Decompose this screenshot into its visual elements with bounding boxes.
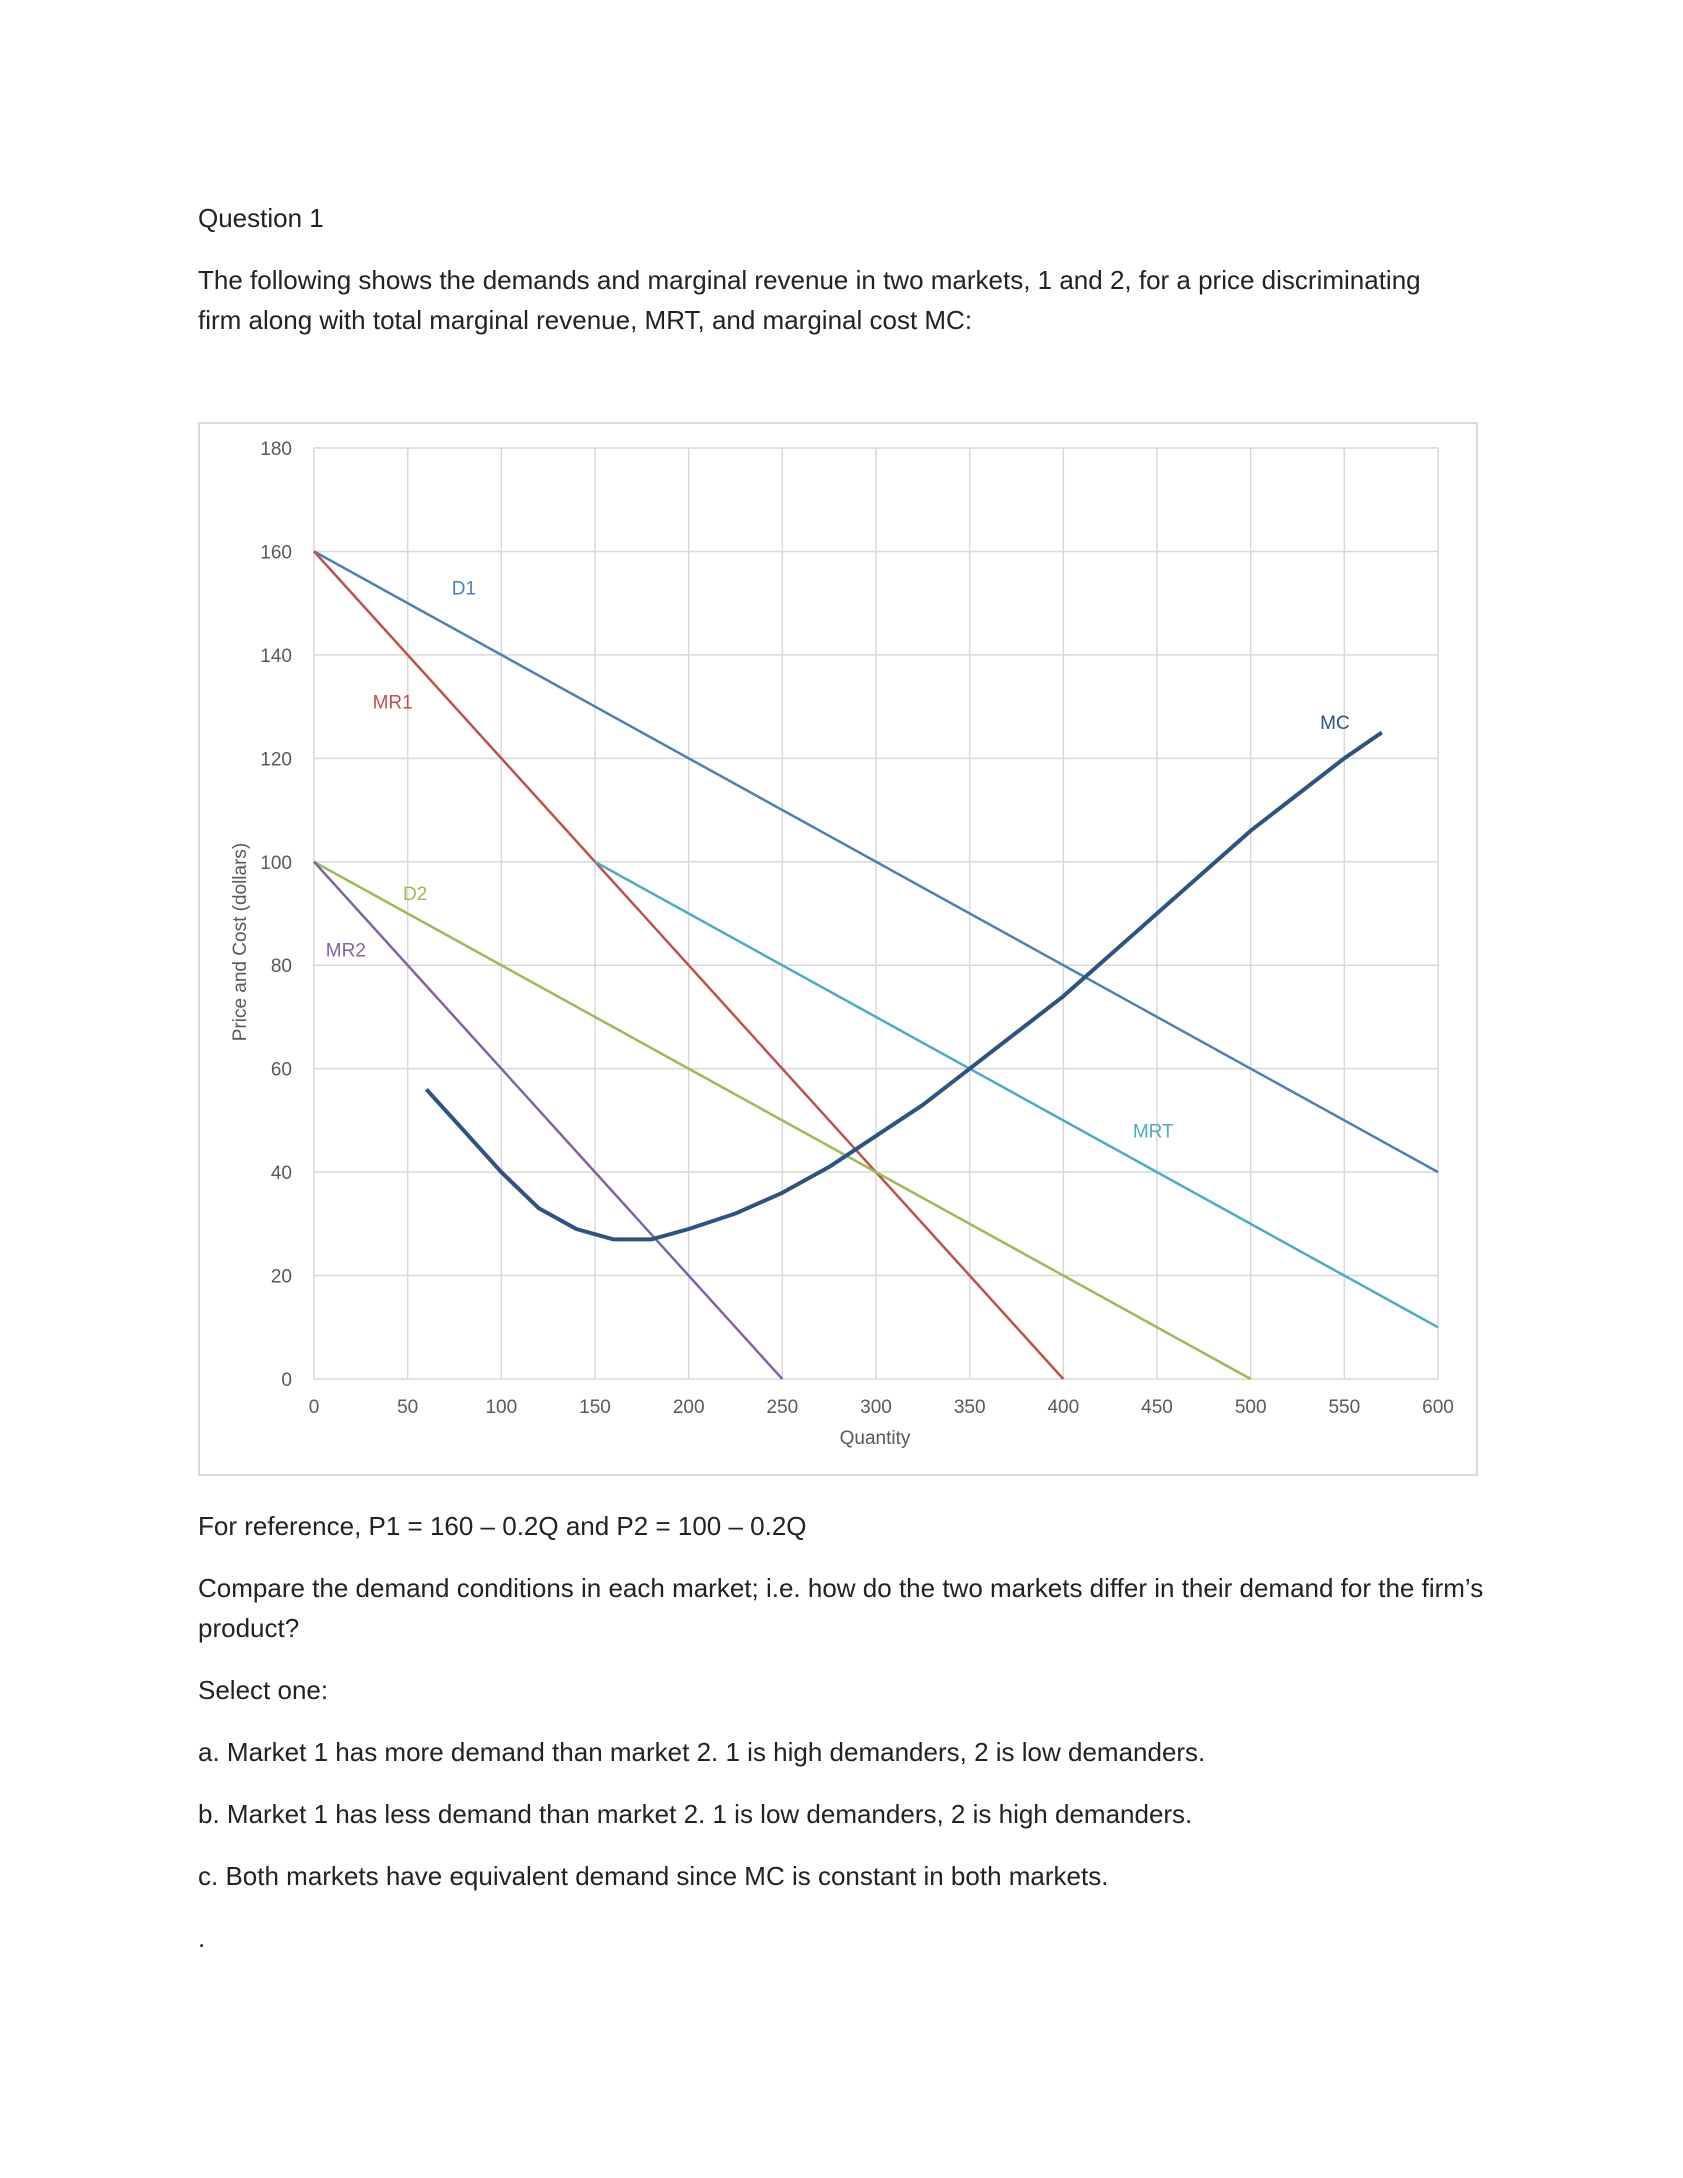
x-axis-title: Quantity — [839, 1428, 911, 1449]
option-c[interactable]: c. Both markets have equivalent demand since MC is constant in both markets. — [198, 1861, 1109, 1891]
y-tick-label: 60 — [270, 1059, 292, 1081]
grid-layer — [314, 448, 1438, 1379]
x-tick-label: 150 — [579, 1397, 611, 1418]
x-tick-label: 200 — [672, 1397, 705, 1418]
option-b[interactable]: b. Market 1 has less demand than market 2. 1 is low demanders, 2 is high demanders. — [198, 1799, 1193, 1829]
x-tick-label: 100 — [485, 1397, 518, 1418]
series-label-d2: D2 — [403, 883, 428, 905]
y-tick-label: 80 — [270, 956, 292, 978]
x-tick-label: 50 — [397, 1397, 419, 1418]
series-line-mc — [426, 733, 1381, 1240]
y-axis-title: Price and Cost (dollars) — [230, 842, 251, 1042]
series-line-mrt — [595, 862, 1438, 1328]
x-tick-label: 500 — [1234, 1397, 1267, 1418]
series-label-mr1: MR1 — [372, 692, 413, 714]
question-title: Question 1 — [198, 203, 324, 233]
intro-paragraph: The following shows the demands and marginal revenue in two markets, 1 and 2, for a price discriminating firm along with total marginal revenue, MRT, and marginal cost MC: — [198, 265, 1421, 335]
x-tick-label: 300 — [860, 1397, 892, 1418]
x-tick-label: 400 — [1047, 1397, 1080, 1418]
question-text: Compare the demand conditions in each market; i.e. how do the two markets differ in their demand for the firm’s product? — [198, 1573, 1484, 1643]
option-a[interactable]: a. Market 1 has more demand than market 2. 1 is high demanders, 2 is low demanders. — [198, 1737, 1206, 1767]
y-tick-label: 40 — [270, 1163, 292, 1185]
reference-equations: For reference, P1 = 160 – 0.2Q and P2 = 100 – 0.2Q — [198, 1511, 807, 1541]
y-tick-label: 160 — [260, 542, 292, 564]
series-line-mr2 — [314, 862, 782, 1379]
y-tick-label: 180 — [260, 439, 292, 460]
series-label-mrt: MRT — [1132, 1121, 1174, 1143]
x-tick-label: 550 — [1328, 1397, 1361, 1418]
series-label-mc: MC — [1320, 713, 1350, 735]
series-label-mr2: MR2 — [325, 940, 366, 962]
select-one-label: Select one: — [198, 1675, 329, 1705]
y-tick-label: 140 — [260, 645, 292, 667]
y-tick-label: 120 — [260, 749, 292, 771]
x-tick-label: 600 — [1422, 1397, 1454, 1418]
series-label-d1: D1 — [451, 578, 477, 600]
x-tick-label: 450 — [1141, 1397, 1173, 1418]
trailing-mark: . — [198, 1923, 206, 1953]
x-tick-label: 250 — [766, 1397, 799, 1418]
y-tick-label: 0 — [281, 1370, 292, 1391]
label-layer — [260, 439, 1454, 1418]
chart-frame — [198, 422, 1478, 1476]
price-quantity-chart — [200, 424, 1476, 1474]
x-tick-label: 350 — [953, 1397, 986, 1418]
y-tick-label: 20 — [270, 1266, 292, 1288]
y-tick-label: 100 — [260, 852, 292, 874]
x-tick-label: 0 — [308, 1397, 320, 1418]
